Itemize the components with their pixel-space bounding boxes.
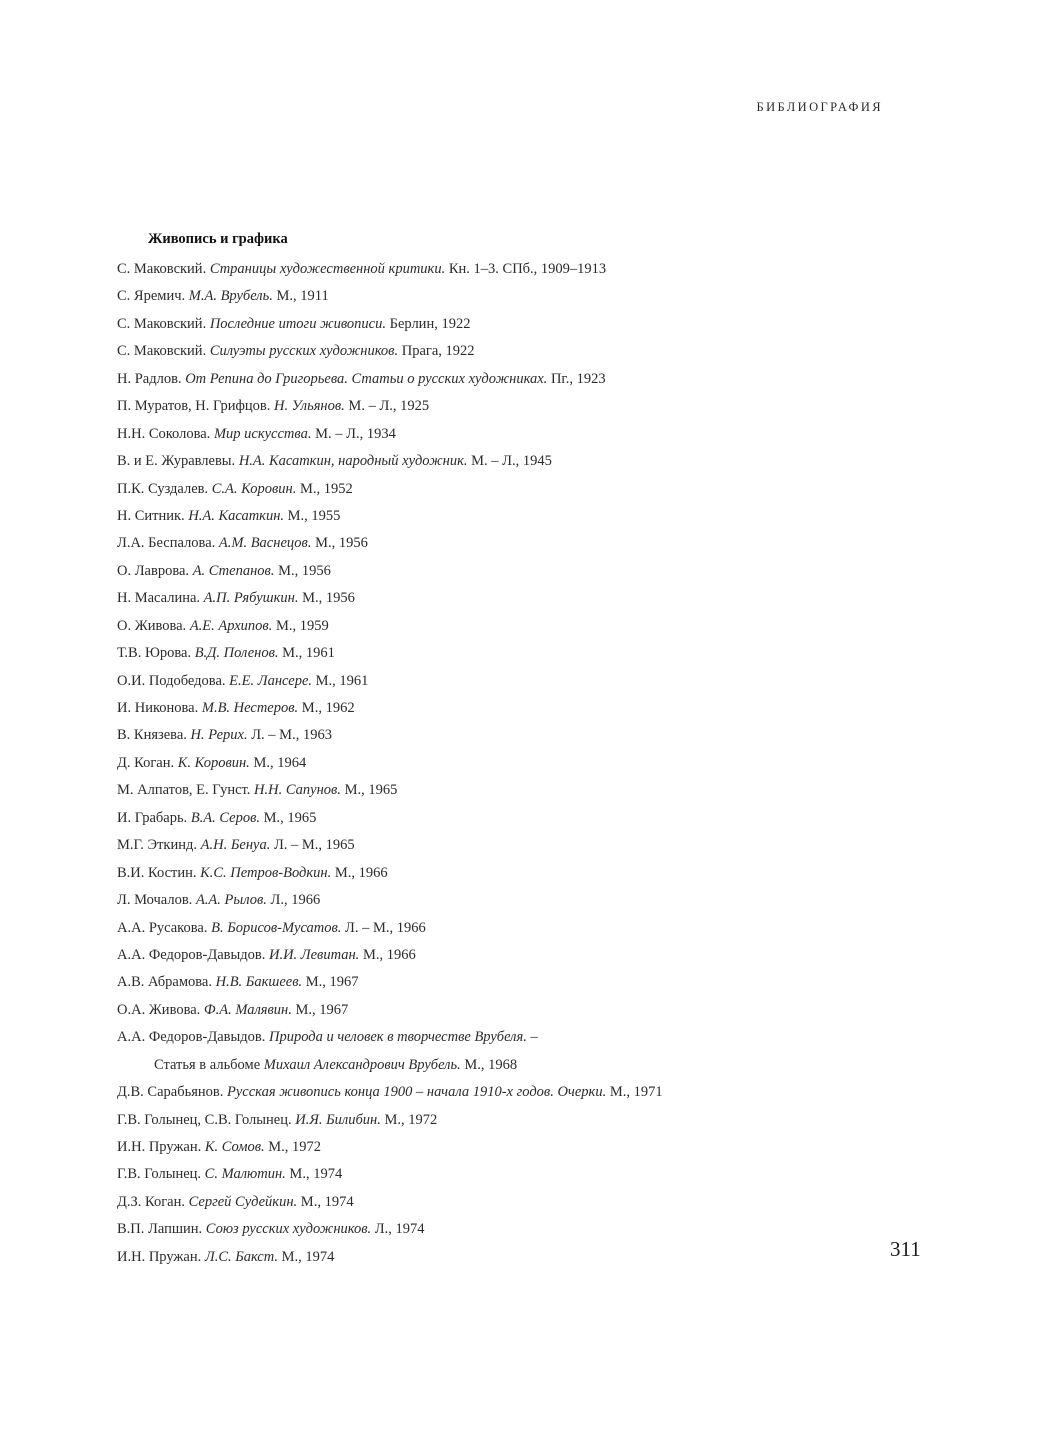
entry-imprint: М. – Л., 1925: [348, 398, 430, 415]
entry-author: Д.З. Коган.: [117, 1193, 185, 1210]
entry-title: Е.Е. Лансере.: [229, 672, 313, 689]
entry-title: Н.Н. Сапунов.: [254, 782, 341, 799]
entry-author: Т.В. Юрова.: [117, 645, 192, 662]
entry-author: Статья в альбоме: [154, 1056, 261, 1073]
entry-author: Д. Коган.: [117, 754, 175, 771]
entry-title: К.С. Петров-Водкин.: [200, 864, 332, 881]
entry-author: И.Н. Пружан.: [117, 1139, 202, 1155]
bibliography-entry: [117, 1082, 877, 1109]
entry-author: Г.В. Голынец.: [117, 1166, 202, 1183]
bibliography-entry: [117, 1164, 877, 1191]
entry-author: Л. Мочалов.: [117, 892, 193, 909]
entry-author: О.И. Подобедова.: [117, 672, 226, 689]
entry-imprint: М., 1967: [305, 974, 359, 991]
entry-author: Г.В. Голынец, С.В. Голынец.: [117, 1111, 292, 1128]
entry-imprint: М., 1974: [300, 1193, 354, 1210]
entry-imprint: М., 1971: [609, 1084, 663, 1101]
entry-title: От Репина до Григорьева. Статьи о русских художниках.: [185, 370, 548, 387]
bibliography-entry: [117, 1247, 877, 1274]
entry-imprint: М., 1974: [281, 1248, 335, 1265]
bibliography-entry: [117, 753, 877, 780]
entry-title: М.В. Нестеров.: [201, 700, 299, 716]
entry-author: И. Никонова.: [117, 700, 199, 716]
entry-title: Русская живопись конца 1900 – начала 1910-х годов. Очерки.: [227, 1084, 607, 1101]
entry-author: О. Лаврова.: [117, 562, 190, 579]
entry-imprint: Л. – М., 1966: [345, 919, 426, 936]
entry-imprint: Прага, 1922: [401, 343, 475, 360]
bibliography-entry: [117, 1137, 877, 1164]
entry-imprint: М., 1956: [278, 562, 331, 579]
bibliography-entry: [117, 1219, 877, 1246]
entry-title: Н. Ульянов.: [274, 398, 345, 415]
entry-imprint: М., 1955: [287, 507, 341, 524]
entry-imprint: Л., 1974: [374, 1221, 425, 1238]
entry-imprint: М., 1961: [282, 645, 335, 662]
bibliography-entry: [117, 396, 877, 423]
entry-author: С. Маковский.: [117, 343, 207, 360]
entry-imprint: М., 1965: [263, 809, 317, 826]
entry-imprint: М., 1966: [362, 946, 416, 963]
entry-title: Ф.А. Малявин.: [203, 1001, 292, 1018]
entry-author: Н. Ситник.: [117, 507, 185, 524]
entry-imprint: Л., 1966: [270, 892, 321, 909]
bibliography-entry: [117, 259, 877, 286]
bibliography-entry: [117, 506, 877, 533]
entry-imprint: Пг., 1923: [550, 370, 606, 387]
entry-author: И. Грабарь.: [117, 809, 188, 826]
entry-author: В. и Е. Журавлевы.: [117, 453, 236, 470]
entry-title: А.Е. Архипов.: [189, 617, 273, 634]
bibliography-entry: [117, 533, 877, 560]
entry-title: Страницы художественной критики.: [209, 261, 446, 277]
bibliography-entry: [117, 835, 877, 862]
entry-title: Л.С. Бакст.: [204, 1248, 278, 1265]
entry-title: Н.А. Касаткин.: [188, 507, 285, 524]
entry-title: А.М. Васнецов.: [218, 535, 312, 552]
bibliography-entry: [117, 698, 877, 725]
entry-title: К. Коровин.: [177, 754, 250, 771]
entry-imprint: М., 1964: [253, 754, 307, 771]
entry-author: Д.В. Сарабьянов.: [117, 1084, 224, 1101]
entry-imprint: М., 1911: [276, 288, 329, 305]
entry-title: Н.А. Касаткин, народный художник.: [238, 453, 468, 470]
entry-imprint: М., 1952: [299, 480, 353, 497]
entry-imprint: Л. – М., 1965: [273, 837, 355, 854]
bibliography-entry: [117, 725, 877, 752]
bibliography-entry: [117, 1000, 877, 1027]
bibliography-entry: [117, 945, 877, 972]
bibliography-entry: [117, 341, 877, 368]
entry-imprint: М. – Л., 1934: [315, 425, 396, 442]
bibliography-entry: [117, 808, 877, 835]
entry-title: А. Степанов.: [192, 562, 275, 579]
bibliography-entry: [117, 1027, 877, 1054]
entry-imprint: М., 1972: [384, 1111, 438, 1128]
bibliography-list: [117, 259, 877, 1274]
entry-title: А.А. Рылов.: [195, 892, 267, 909]
section-heading: Живопись и графика: [148, 231, 288, 247]
entry-author: О.А. Живова.: [117, 1001, 201, 1018]
entry-imprint: Берлин, 1922: [389, 315, 471, 332]
entry-title: Михаил Александрович Врубель.: [263, 1056, 461, 1073]
bibliography-entry-continuation: [117, 1055, 877, 1082]
entry-imprint: М., 1956: [302, 590, 355, 607]
entry-title: К. Сомов.: [204, 1139, 265, 1155]
entry-title: С.А. Коровин.: [211, 480, 297, 497]
bibliography-entry: [117, 780, 877, 807]
entry-title: Силуэты русских художников.: [209, 343, 399, 360]
bibliography-entry: [117, 863, 877, 890]
entry-imprint: М., 1962: [301, 700, 355, 716]
bibliography-entry: [117, 314, 877, 341]
entry-imprint: М. – Л., 1945: [471, 453, 552, 470]
entry-author: М.Г. Эткинд.: [117, 837, 197, 854]
entry-title: Н. Рерих.: [190, 727, 248, 744]
entry-title: Природа и человек в творчестве Врубеля. –: [268, 1029, 538, 1046]
page-number: 311: [890, 1237, 921, 1261]
entry-author: С. Маковский.: [117, 261, 207, 277]
bibliography-entry: [117, 972, 877, 999]
entry-author: Н.Н. Соколова.: [117, 425, 211, 442]
entry-author: В.И. Костин.: [117, 864, 197, 881]
entry-author: Л.А. Беспалова.: [117, 535, 216, 552]
entry-author: О. Живова.: [117, 617, 187, 634]
bibliography-entry: [117, 588, 877, 615]
entry-author: А.В. Абрамова.: [117, 974, 212, 991]
bibliography-entry: [117, 1192, 877, 1219]
entry-title: Мир искусства.: [213, 425, 312, 442]
entry-imprint: М., 1959: [275, 617, 329, 634]
entry-title: М.А. Врубель.: [188, 288, 273, 305]
entry-author: В.П. Лапшин.: [117, 1221, 203, 1238]
entry-author: П. Муратов, Н. Грифцов.: [117, 398, 271, 415]
entry-imprint: М., 1956: [315, 535, 368, 552]
entry-imprint: М., 1961: [315, 672, 369, 689]
entry-author: С. Яремич.: [117, 288, 186, 305]
entry-author: Н. Радлов.: [117, 370, 182, 387]
running-head: БИБЛИОГРАФИЯ: [756, 100, 883, 114]
bibliography-entry: [117, 451, 877, 478]
entry-imprint: М., 1972: [268, 1139, 322, 1155]
entry-title: Сергей Судейкин.: [188, 1193, 298, 1210]
entry-author: П.К. Суздалев.: [117, 480, 209, 497]
entry-imprint: М., 1968: [464, 1056, 518, 1073]
entry-author: А.А. Федоров-Давыдов.: [117, 946, 266, 963]
entry-title: А.Н. Бенуа.: [200, 837, 271, 854]
entry-author: Н. Масалина.: [117, 590, 201, 607]
entry-imprint: М., 1974: [289, 1166, 343, 1183]
entry-title: В. Борисов-Мусатов.: [211, 919, 342, 936]
bibliography-entry: [117, 424, 877, 451]
entry-title: Н.В. Бакшеев.: [215, 974, 303, 991]
entry-author: И.Н. Пружан.: [117, 1248, 202, 1265]
entry-title: В.Д. Поленов.: [194, 645, 279, 662]
bibliography-entry: [117, 671, 877, 698]
entry-imprint: Кн. 1–3. СПб., 1909–1913: [448, 261, 607, 277]
entry-title: С. Малютин.: [204, 1166, 286, 1183]
bibliography-entry: [117, 561, 877, 588]
entry-imprint: Л. – М., 1963: [251, 727, 332, 744]
entry-title: Союз русских художников.: [205, 1221, 372, 1238]
entry-author: М. Алпатов, Е. Гунст.: [117, 782, 251, 799]
entry-title: В.А. Серов.: [190, 809, 261, 826]
entry-author: А.А. Русакова.: [117, 919, 208, 936]
entry-title: Последние итоги живописи.: [209, 315, 386, 332]
bibliography-entry: [117, 369, 877, 396]
bibliography-entry: [117, 643, 877, 670]
bibliography-entry: [117, 1110, 877, 1137]
bibliography-entry: [117, 616, 877, 643]
bibliography-entry: [117, 479, 877, 506]
entry-title: И.Я. Билибин.: [295, 1111, 381, 1128]
bibliography-entry: [117, 918, 877, 945]
bibliography-entry: [117, 890, 877, 917]
entry-imprint: М., 1967: [295, 1001, 349, 1018]
bibliography-entry: [117, 286, 877, 313]
entry-imprint: М., 1966: [334, 864, 388, 881]
entry-imprint: М., 1965: [344, 782, 398, 799]
entry-author: С. Маковский.: [117, 315, 207, 332]
entry-title: И.И. Левитан.: [268, 946, 360, 963]
entry-author: А.А. Федоров-Давыдов.: [117, 1029, 266, 1046]
entry-author: В. Князева.: [117, 727, 187, 744]
entry-title: А.П. Рябушкин.: [203, 590, 299, 607]
